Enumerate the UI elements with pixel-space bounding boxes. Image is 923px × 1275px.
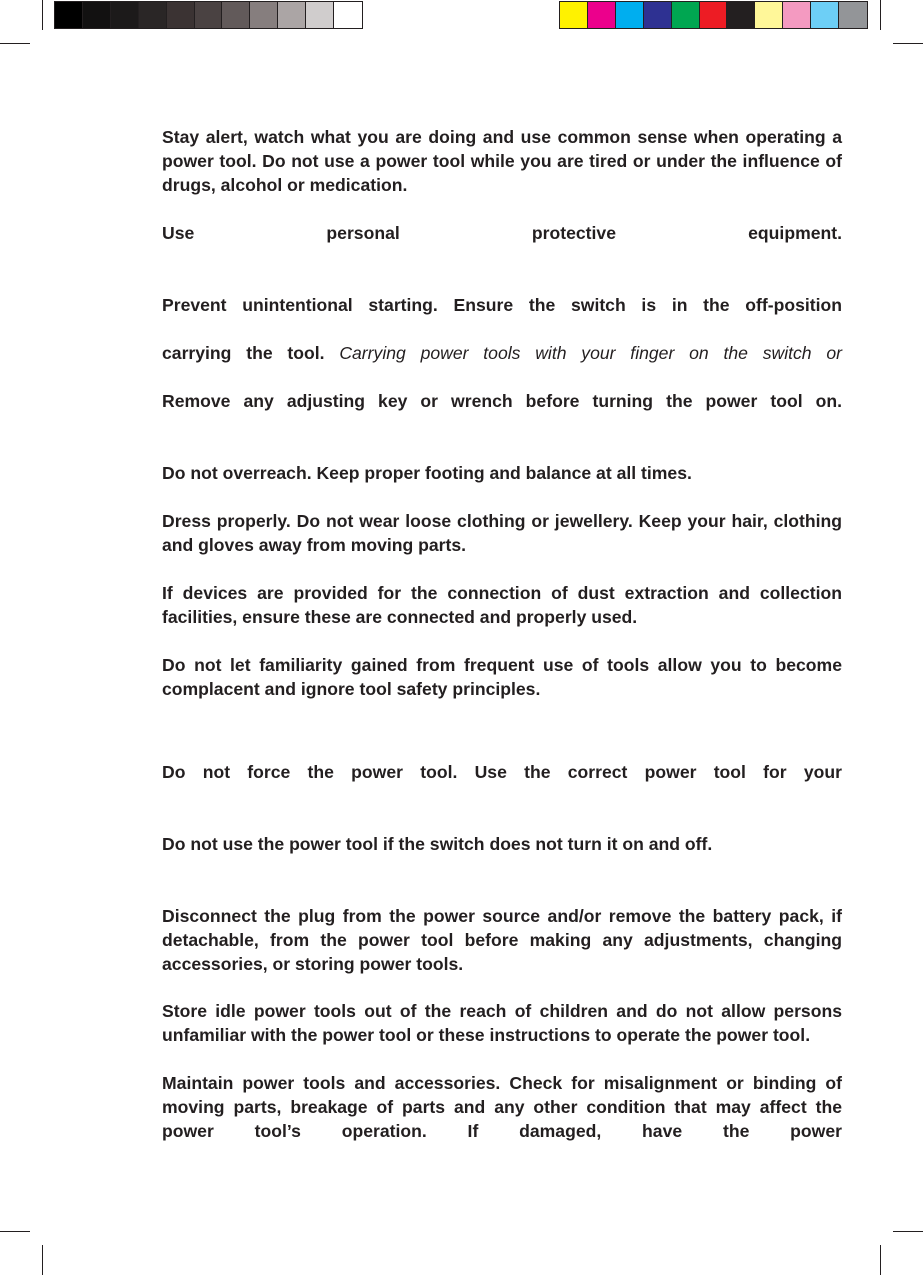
color-swatch — [560, 2, 588, 28]
gray-swatch — [278, 2, 306, 28]
gray-swatch — [250, 2, 278, 28]
carrying-bold-text: carrying the tool. — [162, 343, 325, 363]
gray-swatch — [111, 2, 139, 28]
paragraph-maintain-tools: Maintain power tools and accessories. Check for misalignment or binding of moving parts, breakage of parts and any other condition that may affect the power tool’s operation. If damaged, have the power — [162, 1073, 842, 1141]
color-swatch — [839, 2, 867, 28]
color-swatch — [672, 2, 700, 28]
color-swatch — [783, 2, 811, 28]
paragraph-overreach: Do not overreach. Keep proper footing and balance at all times. — [162, 463, 692, 483]
color-swatch — [727, 2, 755, 28]
paragraph-stay-alert: Stay alert, watch what you are doing and use common sense when operating a power tool. Do not use a power tool while you are tired or under the influence of drugs, alcohol or medication. — [162, 127, 842, 195]
crop-mark — [880, 1245, 881, 1275]
gray-swatch — [83, 2, 111, 28]
crop-mark — [42, 1245, 43, 1275]
paragraph-do-not-force: Do not force the power tool. Use the correct power tool for your — [162, 762, 842, 782]
gray-swatch — [139, 2, 167, 28]
paragraph-familiarity: Do not let familiarity gained from frequent use of tools allow you to become complacent and ignore tool safety principles. — [162, 655, 842, 699]
grayscale-calibration-bar — [54, 1, 363, 29]
paragraph-switch-check: Do not use the power tool if the switch does not turn it on and off. — [162, 834, 713, 854]
crop-mark — [0, 43, 30, 44]
color-calibration-bar — [559, 1, 868, 29]
paragraph-disconnect-plug: Disconnect the plug from the power source and/or remove the battery pack, if detachable, from the power tool before making any adjustments, changing accessories, or storing power tools. — [162, 906, 842, 974]
color-swatch — [700, 2, 728, 28]
crop-mark — [880, 0, 881, 30]
paragraph-store-idle-tools: Store idle power tools out of the reach of children and do not allow persons unfamiliar with the power tool or these instructions to operate the power tool. — [162, 1001, 842, 1045]
paragraph-dust-extraction: If devices are provided for the connection of dust extraction and collection facilities, ensure these are connected and properly used. — [162, 583, 842, 627]
color-swatch — [588, 2, 616, 28]
paragraph-remove-key: Remove any adjusting key or wrench before turning the power tool on. — [162, 391, 842, 411]
gray-swatch — [222, 2, 250, 28]
gray-swatch — [334, 2, 362, 28]
color-swatch — [755, 2, 783, 28]
gray-swatch — [55, 2, 83, 28]
carrying-italic-text: Carrying power tools with your finger on the switch or — [339, 343, 842, 363]
gray-swatch — [167, 2, 195, 28]
paragraph-personal-protective-equipment: Use personal protective equipment. — [162, 223, 842, 243]
color-swatch — [616, 2, 644, 28]
crop-mark — [0, 1231, 30, 1232]
paragraph-dress-properly: Dress properly. Do not wear loose clothing or jewellery. Keep your hair, clothing and gloves away from moving parts. — [162, 511, 842, 555]
gray-swatch — [195, 2, 223, 28]
crop-mark — [893, 43, 923, 44]
gray-swatch — [306, 2, 334, 28]
paragraph-carrying-tool — [162, 341, 842, 365]
crop-mark — [42, 0, 43, 30]
color-swatch — [644, 2, 672, 28]
crop-mark — [893, 1231, 923, 1232]
color-swatch — [811, 2, 839, 28]
paragraph-prevent-starting: Prevent unintentional starting. Ensure the switch is in the off-position — [162, 295, 842, 315]
